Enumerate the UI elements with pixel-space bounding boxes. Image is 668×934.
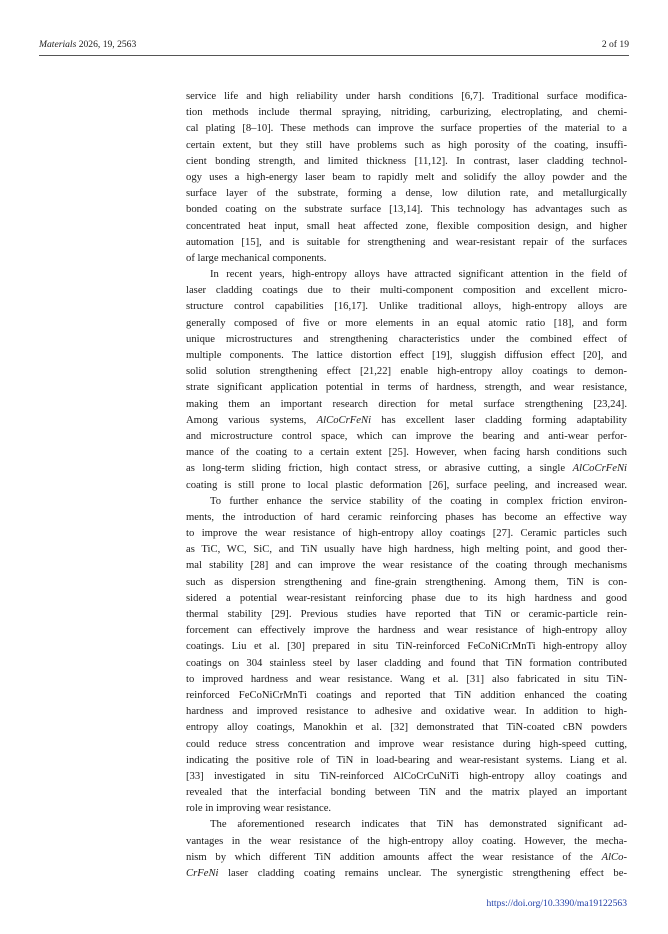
text-line: certain extent, but they still have problems such as high porosity of the coating, insuffi- (186, 139, 627, 151)
text-line: cal plating [8–10]. These methods can improve the surface properties of the material to a (186, 123, 627, 135)
text-line: as long-term sliding friction, high contact stress, or abrasive cutting, a single AlCoCrFeNi (186, 463, 627, 475)
doi-link[interactable]: https://doi.org/10.3390/ma19122563 (486, 898, 627, 909)
running-header (39, 38, 629, 52)
text-line: could reduce stress concentration and improve wear resistance during high-speed cutting, (186, 738, 627, 750)
body-text (186, 89, 627, 882)
text-line: In recent years, high-entropy alloys have attracted significant attention in the field of (210, 269, 627, 281)
text-line: The aforementioned research indicates that TiN has demonstrated significant ad- (210, 819, 627, 831)
text-line: revealed that the interfacial bonding between TiN and the matrix played an important (186, 787, 627, 799)
text-line: such as dispersion strengthening and fine-grain strengthening. Among them, TiN is con- (186, 576, 627, 588)
text-line: automation [15], and is suitable for strengthening and wear-resistant repair of the surfaces (186, 236, 627, 248)
alloy-name: AlCo- (601, 851, 627, 863)
text-line: cient bonding strength, and limited thickness [11,12]. In contrast, laser cladding technol- (186, 155, 627, 167)
text-line: To further enhance the service stability of the coating in complex friction environ- (210, 495, 627, 507)
text-line: laser cladding coatings due to their multi-component composition and excellent micro- (186, 285, 627, 297)
text-line: strate significant application potential in terms of hardness, strength, and wear resistance, (186, 382, 627, 394)
text-line: tion methods include thermal spraying, nitriding, carburizing, electroplating, and chemi- (186, 107, 627, 119)
text-line: unique microstructures and strengthening characteristics under the combined effect of (186, 333, 627, 345)
text-line: as TiC, WC, SiC, and TiN usually have high hardness, high melting point, and good ther- (186, 544, 627, 556)
text-line: making them an important research direction for metal surface strengthening [23,24]. (186, 398, 627, 410)
alloy-name: AlCoCrFeNi (316, 414, 372, 426)
text-line: sidered a potential wear-resistant reinforcing phase due to its high hardness and good (186, 592, 627, 604)
text-line: nism by which different TiN addition amounts affect the wear resistance of the AlCo- (186, 851, 627, 863)
text-line: CrFeNi laser cladding coating remains unclear. The synergistic strengthening effect be- (186, 868, 627, 879)
text-line: Among various systems, AlCoCrFeNi has excellent laser cladding forming adaptability (186, 414, 627, 426)
journal-citation (39, 38, 136, 52)
text-line: multiple components. The lattice distortion effect [19], sluggish diffusion effect [20], and (186, 350, 627, 361)
text-line: [33] investigated in situ TiN-reinforced AlCoCrCuNiTi high-entropy alloy coatings and (186, 770, 627, 782)
text-line: bonded coating on the substrate surface [13,14]. This technology has advantages such as (186, 204, 627, 216)
header-rule (39, 55, 629, 56)
text-line: service life and high reliability under harsh conditions [6,7]. Traditional surface modifica- (186, 91, 627, 102)
text-line: to improved hardness and wear resistance. Wang et al. [31] also fabricated in situ TiN- (186, 673, 627, 685)
text-line: concentrated heat input, small heat affected zone, flexible composition design, and higher (186, 220, 627, 232)
text-line: coatings. Liu et al. [30] prepared in situ TiN-reinforced FeCoNiCrMnTi high-entropy alloy (186, 641, 627, 653)
text-line: coating is still prone to local plastic deformation [26], surface peeling, and increased wear. (186, 479, 627, 491)
text-line: reinforced FeCoNiCrMnTi coatings and reported that TiN addition enhanced the coating (186, 689, 627, 701)
text-line: entropy alloy coatings, Manokhin et al. [32] demonstrated that TiN-coated cBN powders (186, 722, 627, 734)
citation-info: 2026, 19, 2563 (76, 39, 137, 50)
text-line: of large mechanical components. (186, 252, 327, 264)
text-line: role in improving wear resistance. (186, 803, 332, 815)
text-line: ments, the introduction of hard ceramic reinforcing phases has become an effective way (186, 511, 627, 523)
text-line: surface layer of the substrate, forming a dense, low dilution rate, and metallurgically (186, 188, 627, 200)
text-line: vantages in the wear resistance of the high-entropy alloy coating. However, the mecha- (186, 835, 627, 847)
journal-name: Materials (39, 39, 77, 50)
text-line: structure control capabilities [16,17]. Unlike traditional alloys, high-entropy alloys are (186, 301, 627, 313)
alloy-name: CrFeNi (186, 868, 219, 879)
page-number: 2 of 19 (601, 39, 629, 50)
text-line: ogy uses a high-energy laser beam to rapidly melt and solidify the alloy powder and the (186, 171, 627, 183)
text-line: mance of the coating to a certain extent [25]. However, when facing harsh conditions such (186, 447, 627, 459)
text-line: mal stability [28] and can improve the wear resistance of the coating through mechanisms (186, 560, 627, 572)
text-line: and microstructure control space, which can improve the bearing and anti-wear perfor- (186, 430, 627, 442)
text-line: forcement can effectively improve the hardness and wear resistance of high-entropy alloy (186, 625, 627, 637)
text-line: generally composed of five or more elements in an equal atomic ratio [18], and form (186, 317, 627, 329)
text-line: coatings on 304 stainless steel by laser cladding and found that TiN formation contributed (186, 657, 627, 669)
text-line: to improve the wear resistance of high-entropy alloy coatings [27]. Ceramic particles such (186, 528, 627, 540)
text-line: hardness and improved resistance to adhesive and oxidative wear. In addition to high- (186, 706, 627, 718)
text-line: indicating the positive role of TiN in load-bearing and wear-resistant systems. Liang et al. (186, 754, 627, 766)
text-line: solid solution strengthening effect [21,22] enable high-entropy alloy coatings to demon- (186, 366, 627, 378)
text-line: thermal stability [29]. Previous studies have reported that TiN or ceramic-particle rein- (186, 609, 627, 620)
alloy-name: AlCoCrFeNi (572, 463, 627, 475)
